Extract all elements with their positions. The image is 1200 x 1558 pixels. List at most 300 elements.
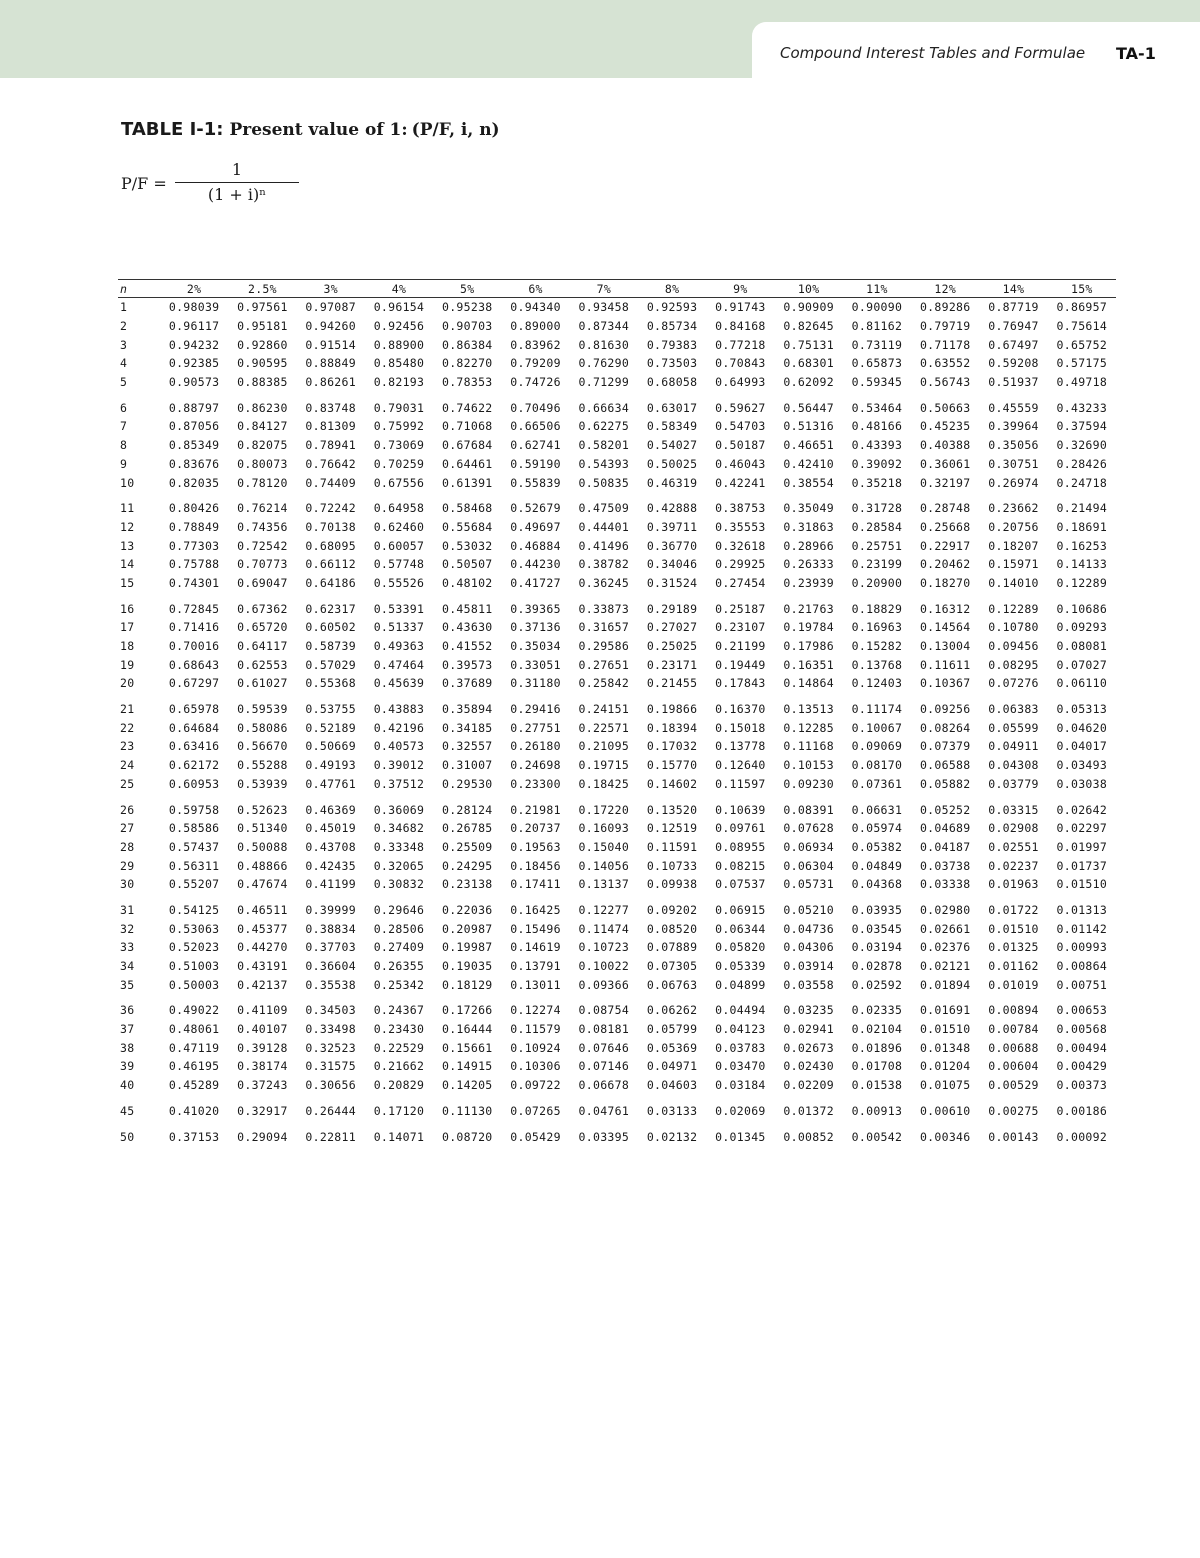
period-cell: 30 (120, 877, 135, 892)
value-cell: 0.30832 (373, 877, 425, 892)
value-cell: 0.86261 (305, 375, 356, 390)
value-cell: 0.48866 (237, 858, 288, 873)
value-cell: 0.08181 (578, 1022, 630, 1037)
value-cell: 0.14915 (441, 1059, 493, 1074)
value-cell: 0.55368 (305, 676, 356, 691)
value-cell: 0.14133 (1056, 557, 1108, 572)
column-header: 7% (570, 280, 638, 298)
value-cell: 0.01737 (1056, 858, 1108, 873)
value-cell: 0.26785 (441, 821, 493, 836)
value-cell: 0.78353 (441, 375, 493, 390)
value-cell: 0.04899 (715, 977, 766, 992)
value-cell: 0.01963 (988, 877, 1039, 892)
formula-denominator: (1 + i)ⁿ (207, 185, 267, 204)
value-cell: 0.78120 (237, 475, 288, 490)
period-cell: 37 (120, 1022, 135, 1037)
value-cell: 0.12289 (1056, 575, 1108, 590)
value-cell: 0.37243 (237, 1078, 288, 1093)
value-cell: 0.14864 (783, 676, 834, 691)
value-cell: 0.15282 (851, 639, 903, 654)
value-cell: 0.19715 (578, 758, 630, 773)
value-cell: 0.09256 (919, 702, 971, 717)
value-cell: 0.62460 (373, 519, 425, 534)
value-cell: 0.95181 (237, 319, 288, 334)
value-cell: 0.38174 (237, 1059, 288, 1074)
value-cell: 0.38753 (715, 501, 766, 516)
value-cell: 0.39573 (441, 657, 493, 672)
table-row (118, 637, 1116, 656)
value-cell: 0.10780 (988, 620, 1039, 635)
value-cell: 0.03133 (646, 1103, 698, 1118)
value-cell: 0.62172 (168, 758, 220, 773)
value-cell: 0.17843 (715, 676, 766, 691)
value-cell: 0.50187 (715, 438, 766, 453)
value-cell: 0.03194 (851, 940, 903, 955)
value-cell: 0.05599 (988, 720, 1039, 735)
table-row (118, 718, 1116, 737)
value-cell: 0.58739 (305, 639, 356, 654)
table-row (118, 875, 1116, 894)
value-cell: 0.32917 (237, 1103, 288, 1118)
value-cell: 0.11474 (578, 921, 630, 936)
value-cell: 0.08520 (646, 921, 698, 936)
value-cell: 0.82193 (373, 375, 425, 390)
value-cell: 0.34185 (441, 720, 493, 735)
value-cell: 0.21763 (783, 601, 834, 616)
value-cell: 0.18425 (578, 776, 630, 791)
value-cell: 0.02908 (988, 821, 1039, 836)
value-cell: 0.20462 (919, 557, 971, 572)
table-row (118, 938, 1116, 957)
value-cell: 0.17220 (578, 802, 630, 817)
value-cell: 0.67362 (237, 601, 288, 616)
value-cell: 0.02430 (783, 1059, 834, 1074)
value-cell: 0.23939 (783, 575, 834, 590)
value-cell: 0.84168 (715, 319, 766, 334)
value-cell: 0.80426 (168, 501, 220, 516)
value-cell: 0.75131 (783, 337, 834, 352)
period-cell: 25 (120, 776, 135, 791)
value-cell: 0.82645 (783, 319, 834, 334)
value-cell: 0.64461 (441, 456, 493, 471)
value-cell: 0.06934 (783, 839, 834, 854)
value-cell: 0.23171 (646, 657, 698, 672)
value-cell: 0.09938 (646, 877, 698, 892)
value-cell: 0.17032 (646, 739, 698, 754)
value-cell: 0.26444 (305, 1103, 356, 1118)
value-cell: 0.42196 (373, 720, 425, 735)
value-cell: 0.22811 (305, 1129, 356, 1144)
value-cell: 0.71178 (919, 337, 971, 352)
value-cell: 0.41109 (237, 1003, 288, 1018)
value-cell: 0.76214 (237, 501, 288, 516)
value-cell: 0.06763 (646, 977, 698, 992)
period-cell: 1 (120, 300, 128, 315)
value-cell: 0.48102 (441, 575, 493, 590)
table-row (118, 957, 1116, 976)
value-cell: 0.01997 (1056, 839, 1108, 854)
value-cell: 0.70259 (373, 456, 425, 471)
value-cell: 0.00852 (783, 1129, 834, 1144)
value-cell: 0.16370 (715, 702, 766, 717)
value-cell: 0.03470 (715, 1059, 766, 1074)
value-cell: 0.92456 (373, 319, 425, 334)
value-cell: 0.09722 (510, 1078, 561, 1093)
value-cell: 0.64993 (715, 375, 766, 390)
value-cell: 0.15971 (988, 557, 1039, 572)
value-cell: 0.87056 (168, 419, 220, 434)
table-row (118, 592, 1116, 618)
value-cell: 0.73069 (373, 438, 425, 453)
value-cell: 0.39012 (373, 758, 425, 773)
value-cell: 0.68058 (646, 375, 698, 390)
value-cell: 0.08391 (783, 802, 834, 817)
value-cell: 0.20987 (441, 921, 493, 936)
value-cell: 0.89286 (919, 300, 971, 315)
value-cell: 0.35553 (715, 519, 766, 534)
value-cell: 0.06344 (715, 921, 766, 936)
value-cell: 0.25025 (646, 639, 698, 654)
value-cell: 0.92385 (168, 356, 220, 371)
value-cell: 0.51337 (373, 620, 425, 635)
table-row (118, 518, 1116, 537)
value-cell: 0.31180 (510, 676, 561, 691)
column-header: 14% (979, 280, 1047, 298)
value-cell: 0.96117 (168, 319, 220, 334)
present-value-table (118, 279, 1116, 1146)
value-cell: 0.52189 (305, 720, 356, 735)
value-cell: 0.11611 (919, 657, 971, 672)
value-cell: 0.03783 (715, 1040, 766, 1055)
value-cell: 0.58468 (441, 501, 493, 516)
table-row (118, 674, 1116, 693)
value-cell: 0.79719 (919, 319, 971, 334)
value-cell: 0.08170 (851, 758, 903, 773)
value-cell: 0.08215 (715, 858, 766, 873)
value-cell: 0.51316 (783, 419, 834, 434)
value-cell: 0.55288 (237, 758, 288, 773)
table-row (118, 1057, 1116, 1076)
value-cell: 0.01510 (919, 1022, 971, 1037)
value-cell: 0.50835 (578, 475, 630, 490)
value-cell: 0.28584 (851, 519, 903, 534)
value-cell: 0.01142 (1056, 921, 1108, 936)
table-row (118, 655, 1116, 674)
value-cell: 0.52623 (237, 802, 288, 817)
table-row (118, 693, 1116, 719)
period-cell: 20 (120, 676, 135, 691)
value-cell: 0.01510 (1056, 877, 1108, 892)
value-cell: 0.65720 (237, 620, 288, 635)
value-cell: 0.62317 (305, 601, 356, 616)
value-cell: 0.90595 (237, 356, 288, 371)
value-cell: 0.51003 (168, 959, 220, 974)
value-cell: 0.52023 (168, 940, 220, 955)
value-cell: 0.43630 (441, 620, 493, 635)
table-row (118, 894, 1116, 920)
value-cell: 0.16444 (441, 1022, 493, 1037)
value-cell: 0.25842 (578, 676, 630, 691)
value-cell: 0.62275 (578, 419, 630, 434)
value-cell: 0.00529 (988, 1078, 1039, 1093)
value-cell: 0.24718 (1056, 475, 1108, 490)
value-cell: 0.48061 (168, 1022, 220, 1037)
value-cell: 0.41552 (441, 639, 493, 654)
value-cell: 0.75614 (1056, 319, 1108, 334)
value-cell: 0.25509 (441, 839, 493, 854)
value-cell: 0.92860 (237, 337, 288, 352)
period-cell: 9 (120, 456, 128, 471)
value-cell: 0.27751 (510, 720, 561, 735)
value-cell: 0.31863 (783, 519, 834, 534)
value-cell: 0.00604 (988, 1059, 1039, 1074)
value-cell: 0.97561 (237, 300, 288, 315)
value-cell: 0.88797 (168, 400, 220, 415)
formula-lhs: P/F = (121, 174, 167, 193)
value-cell: 0.08720 (441, 1129, 493, 1144)
value-cell: 0.27409 (373, 940, 425, 955)
value-cell: 0.15018 (715, 720, 766, 735)
value-cell: 0.00186 (1056, 1103, 1108, 1118)
value-cell: 0.46511 (237, 902, 288, 917)
value-cell: 0.00346 (919, 1129, 971, 1144)
value-cell: 0.33348 (373, 839, 425, 854)
table-notation: (P/F, i, n) (411, 120, 500, 140)
value-cell: 0.05210 (783, 902, 834, 917)
column-header: 4% (365, 280, 433, 298)
value-cell: 0.21981 (510, 802, 561, 817)
value-cell: 0.32523 (305, 1040, 356, 1055)
value-cell: 0.59539 (237, 702, 288, 717)
value-cell: 0.88900 (373, 337, 425, 352)
value-cell: 0.31007 (441, 758, 493, 773)
value-cell: 0.44401 (578, 519, 630, 534)
value-cell: 0.06110 (1056, 676, 1108, 691)
value-cell: 0.55839 (510, 475, 561, 490)
value-cell: 0.07361 (851, 776, 903, 791)
table-row (118, 775, 1116, 794)
value-cell: 0.36061 (919, 456, 971, 471)
table-row (118, 574, 1116, 593)
value-cell: 0.23662 (988, 501, 1039, 516)
value-cell: 0.00688 (988, 1040, 1039, 1055)
value-cell: 0.24295 (441, 858, 493, 873)
value-cell: 0.02069 (715, 1103, 766, 1118)
value-cell: 0.28124 (441, 802, 493, 817)
value-cell: 0.04603 (646, 1078, 698, 1093)
period-cell: 4 (120, 356, 128, 371)
formula-numerator: 1 (231, 160, 243, 179)
value-cell: 0.45235 (919, 419, 971, 434)
table-row (118, 317, 1116, 336)
value-cell: 0.21455 (646, 676, 698, 691)
value-cell: 0.02121 (919, 959, 971, 974)
value-cell: 0.34682 (373, 821, 425, 836)
value-cell: 0.35056 (988, 438, 1039, 453)
value-cell: 0.28506 (373, 921, 425, 936)
value-cell: 0.71299 (578, 375, 630, 390)
value-cell: 0.06915 (715, 902, 766, 917)
value-cell: 0.50507 (441, 557, 493, 572)
value-cell: 0.43393 (851, 438, 903, 453)
table-row (118, 1120, 1116, 1146)
value-cell: 0.41727 (510, 575, 561, 590)
value-cell: 0.29646 (373, 902, 425, 917)
value-cell: 0.60953 (168, 776, 220, 791)
running-title: Compound Interest Tables and Formulae (780, 44, 1086, 62)
value-cell: 0.04017 (1056, 739, 1108, 754)
value-cell: 0.00542 (851, 1129, 903, 1144)
value-cell: 0.15770 (646, 758, 698, 773)
value-cell: 0.08754 (578, 1003, 630, 1018)
value-cell: 0.78849 (168, 519, 220, 534)
value-cell: 0.33051 (510, 657, 561, 672)
value-cell: 0.66112 (305, 557, 356, 572)
value-cell: 0.45019 (305, 821, 356, 836)
value-cell: 0.21199 (715, 639, 766, 654)
value-cell: 0.94340 (510, 300, 561, 315)
value-cell: 0.11168 (783, 739, 834, 754)
value-cell: 0.31575 (305, 1059, 356, 1074)
table-row (118, 335, 1116, 354)
value-cell: 0.04736 (783, 921, 834, 936)
period-cell: 27 (120, 821, 135, 836)
value-cell: 0.47509 (578, 501, 630, 516)
value-cell: 0.18829 (851, 601, 903, 616)
value-cell: 0.16312 (919, 601, 971, 616)
value-cell: 0.26974 (988, 475, 1039, 490)
value-cell: 0.42241 (715, 475, 766, 490)
value-cell: 0.65978 (168, 702, 220, 717)
period-cell: 14 (120, 557, 135, 572)
table-row (118, 391, 1116, 417)
value-cell: 0.13137 (578, 877, 630, 892)
value-cell: 0.49363 (373, 639, 425, 654)
value-cell: 0.45377 (237, 921, 288, 936)
table-row (118, 555, 1116, 574)
value-cell: 0.53939 (237, 776, 288, 791)
value-cell: 0.54703 (715, 419, 766, 434)
value-cell: 0.06304 (783, 858, 834, 873)
column-header: 15% (1048, 280, 1116, 298)
value-cell: 0.94232 (168, 337, 220, 352)
value-cell: 0.34503 (305, 1003, 356, 1018)
fraction-bar (175, 182, 299, 183)
value-cell: 0.18270 (919, 575, 971, 590)
value-cell: 0.19449 (715, 657, 766, 672)
column-header: 3% (297, 280, 365, 298)
value-cell: 0.02209 (783, 1078, 834, 1093)
value-cell: 0.47464 (373, 657, 425, 672)
column-header: 9% (706, 280, 774, 298)
value-cell: 0.63552 (919, 356, 971, 371)
value-cell: 0.37153 (168, 1129, 220, 1144)
value-cell: 0.59208 (988, 356, 1039, 371)
column-header: 2.5% (228, 280, 296, 298)
value-cell: 0.19784 (783, 620, 834, 635)
value-cell: 0.55526 (373, 575, 425, 590)
value-cell: 0.00143 (988, 1129, 1039, 1144)
value-cell: 0.52679 (510, 501, 561, 516)
value-cell: 0.39711 (646, 519, 698, 534)
value-cell: 0.57748 (373, 557, 425, 572)
period-cell: 34 (120, 959, 135, 974)
value-cell: 0.09366 (578, 977, 630, 992)
value-cell: 0.50663 (919, 400, 971, 415)
value-cell: 0.35049 (783, 501, 834, 516)
value-cell: 0.74622 (441, 400, 493, 415)
value-cell: 0.00784 (988, 1022, 1039, 1037)
column-header: 11% (843, 280, 911, 298)
value-cell: 0.74301 (168, 575, 220, 590)
value-cell: 0.16253 (1056, 538, 1108, 553)
value-cell: 0.35034 (510, 639, 561, 654)
value-cell: 0.62741 (510, 438, 561, 453)
value-cell: 0.62092 (783, 375, 834, 390)
value-cell: 0.08295 (988, 657, 1039, 672)
column-header: 6% (501, 280, 569, 298)
table-row (118, 1038, 1116, 1057)
value-cell: 0.56743 (919, 375, 971, 390)
value-cell: 0.37689 (441, 676, 493, 691)
value-cell: 0.03545 (851, 921, 903, 936)
value-cell: 0.14056 (578, 858, 630, 873)
value-cell: 0.05252 (919, 802, 971, 817)
table-row (118, 1020, 1116, 1039)
value-cell: 0.06262 (646, 1003, 698, 1018)
value-cell: 0.04971 (646, 1059, 698, 1074)
value-cell: 0.66634 (578, 400, 630, 415)
table-row (118, 975, 1116, 994)
table-row (118, 1095, 1116, 1121)
value-cell: 0.46651 (783, 438, 834, 453)
value-cell: 0.01894 (919, 977, 971, 992)
value-cell: 0.59345 (851, 375, 903, 390)
table-row (118, 536, 1116, 555)
value-cell: 0.25751 (851, 538, 903, 553)
value-cell: 0.42137 (237, 977, 288, 992)
value-cell: 0.92593 (646, 300, 698, 315)
value-cell: 0.69047 (237, 575, 288, 590)
value-cell: 0.06383 (988, 702, 1039, 717)
value-cell: 0.25187 (715, 601, 766, 616)
value-cell: 0.24151 (578, 702, 630, 717)
value-cell: 0.17120 (373, 1103, 425, 1118)
value-cell: 0.14619 (510, 940, 561, 955)
value-cell: 0.75992 (373, 419, 425, 434)
value-cell: 0.82270 (441, 356, 493, 371)
value-cell: 0.27027 (646, 620, 698, 635)
period-cell: 7 (120, 419, 128, 434)
value-cell: 0.74356 (237, 519, 288, 534)
value-cell: 0.13004 (919, 639, 971, 654)
value-cell: 0.07646 (578, 1040, 630, 1055)
value-cell: 0.14205 (441, 1078, 493, 1093)
value-cell: 0.05731 (783, 877, 834, 892)
value-cell: 0.64186 (305, 575, 356, 590)
value-cell: 0.32065 (373, 858, 425, 873)
value-cell: 0.02335 (851, 1003, 903, 1018)
value-cell: 0.49022 (168, 1003, 220, 1018)
table-row (118, 492, 1116, 518)
table-row (118, 793, 1116, 819)
value-cell: 0.24367 (373, 1003, 425, 1018)
value-cell: 0.36604 (305, 959, 356, 974)
value-cell: 0.25342 (373, 977, 425, 992)
value-cell: 0.43708 (305, 839, 356, 854)
value-cell: 0.39365 (510, 601, 561, 616)
period-cell: 28 (120, 839, 135, 854)
